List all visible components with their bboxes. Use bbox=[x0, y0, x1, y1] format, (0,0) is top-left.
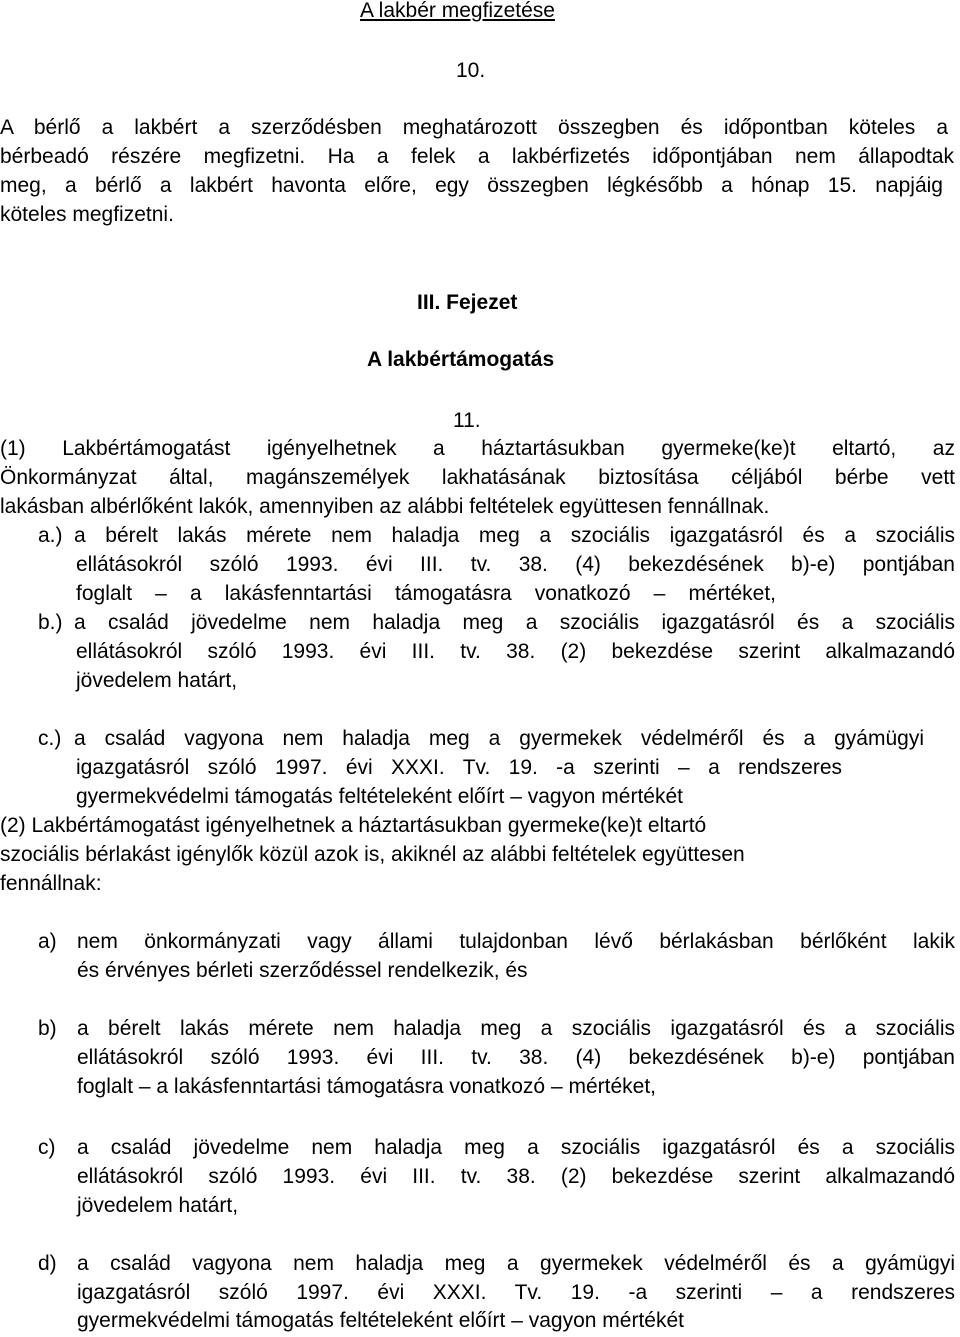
list-item-line: gyermekvédelmi támogatás feltételeként előírt – vagyon mértékét bbox=[76, 785, 683, 808]
list-item-line: igazgatásról szóló 1997. évi XXXI. Tv. 19. -a szerinti – a rendszeres bbox=[77, 1281, 955, 1304]
list-item-line: ellátásokról szóló 1993. évi III. tv. 38. (4) bekezdésének b)-e) pontjában bbox=[77, 1046, 955, 1069]
list-item-line: igazgatásról szóló 1997. évi XXXI. Tv. 19. -a szerinti – a rendszeres bbox=[76, 756, 842, 779]
list-item-line: ellátásokról szóló 1993. évi III. tv. 38. (2) bekezdése szerint alkalmazandó bbox=[76, 640, 955, 663]
list-item-line: foglalt – a lakásfenntartási támogatásra vonatkozó – mértéket, bbox=[77, 1075, 656, 1098]
list-item-label: b) bbox=[38, 1017, 57, 1040]
section-number-10: 10. bbox=[456, 59, 486, 82]
list-item-line: jövedelem határt, bbox=[77, 1194, 239, 1217]
list-item-label: a.) bbox=[38, 524, 63, 547]
s11-p1-line-1: (1) Lakbértámogatást igényelhetnek a háztartásukban gyermeke(ke)t eltartó, az bbox=[0, 437, 955, 460]
list-item-line: ellátásokról szóló 1993. évi III. tv. 38. (2) bekezdése szerint alkalmazandó bbox=[77, 1165, 955, 1188]
list-item-line: nem önkormányzati vagy állami tulajdonban lévő bérlakásban bérlőként lakik bbox=[77, 930, 955, 953]
list-item-line: a család jövedelme nem haladja meg a szociális igazgatásról és a szociális bbox=[74, 611, 955, 634]
list-item-line: a család jövedelme nem haladja meg a szociális igazgatásról és a szociális bbox=[77, 1136, 955, 1159]
s11-p2-line-1: (2) Lakbértámogatást igényelhetnek a háztartásukban gyermeke(ke)t eltartó bbox=[0, 814, 707, 837]
s11-p1-line-2: Önkormányzat által, magánszemélyek lakhatásának biztosítása céljából bérbe vett bbox=[0, 466, 955, 489]
section10-line-2: bérbeadó részére megfizetni. Ha a felek a lakbérfizetés időpontjában nem állapodtak bbox=[0, 145, 954, 168]
section-number-11: 11. bbox=[453, 409, 481, 432]
section10-line-4: köteles megfizetni. bbox=[0, 203, 174, 226]
section10-line-1: A bérlő a lakbért a szerződésben meghatározott összegben és időpontban köteles a bbox=[0, 116, 948, 139]
list-item-line: a család vagyona nem haladja meg a gyermekek védelméről és a gyámügyi bbox=[77, 1252, 955, 1275]
section-heading: A lakbér megfizetése bbox=[360, 0, 555, 22]
list-item-line: foglalt – a lakásfenntartási támogatásra vonatkozó – mértéket, bbox=[76, 582, 776, 605]
list-item-line: a bérelt lakás mérete nem haladja meg a szociális igazgatásról és a szociális bbox=[74, 524, 955, 547]
list-item-label: c.) bbox=[38, 727, 62, 750]
s11-p1-line-3: lakásban albérlőként lakók, amennyiben az alábbi feltételek együttesen fennállnak. bbox=[0, 495, 770, 518]
section10-line-3: meg, a bérlő a lakbért havonta előre, egy összegben légkésőbb a hónap 15. napjáig bbox=[0, 174, 943, 197]
s11-p2-line-3: fennállnak: bbox=[0, 872, 102, 895]
chapter-title: A lakbértámogatás bbox=[367, 348, 555, 371]
list-item-line: jövedelem határt, bbox=[76, 669, 238, 692]
list-item-label: a) bbox=[38, 930, 57, 953]
chapter-label: III. Fejezet bbox=[417, 291, 518, 314]
list-item-label: d) bbox=[38, 1252, 57, 1275]
list-item-line: ellátásokról szóló 1993. évi III. tv. 38. (4) bekezdésének b)-e) pontjában bbox=[76, 553, 955, 576]
list-item-line: a bérelt lakás mérete nem haladja meg a szociális igazgatásról és a szociális bbox=[77, 1017, 955, 1040]
list-item-label: c) bbox=[38, 1136, 56, 1159]
list-item-line: és érvényes bérleti szerződéssel rendelkezik, és bbox=[77, 959, 528, 982]
list-item-line: gyermekvédelmi támogatás feltételeként előírt – vagyon mértékét bbox=[77, 1309, 684, 1332]
list-item-line: a család vagyona nem haladja meg a gyermekek védelméről és a gyámügyi bbox=[74, 727, 924, 750]
s11-p2-line-2: szociális bérlakást igénylők közül azok is, akiknél az alábbi feltételek együttesen bbox=[0, 843, 745, 866]
list-item-label: b.) bbox=[38, 611, 63, 634]
